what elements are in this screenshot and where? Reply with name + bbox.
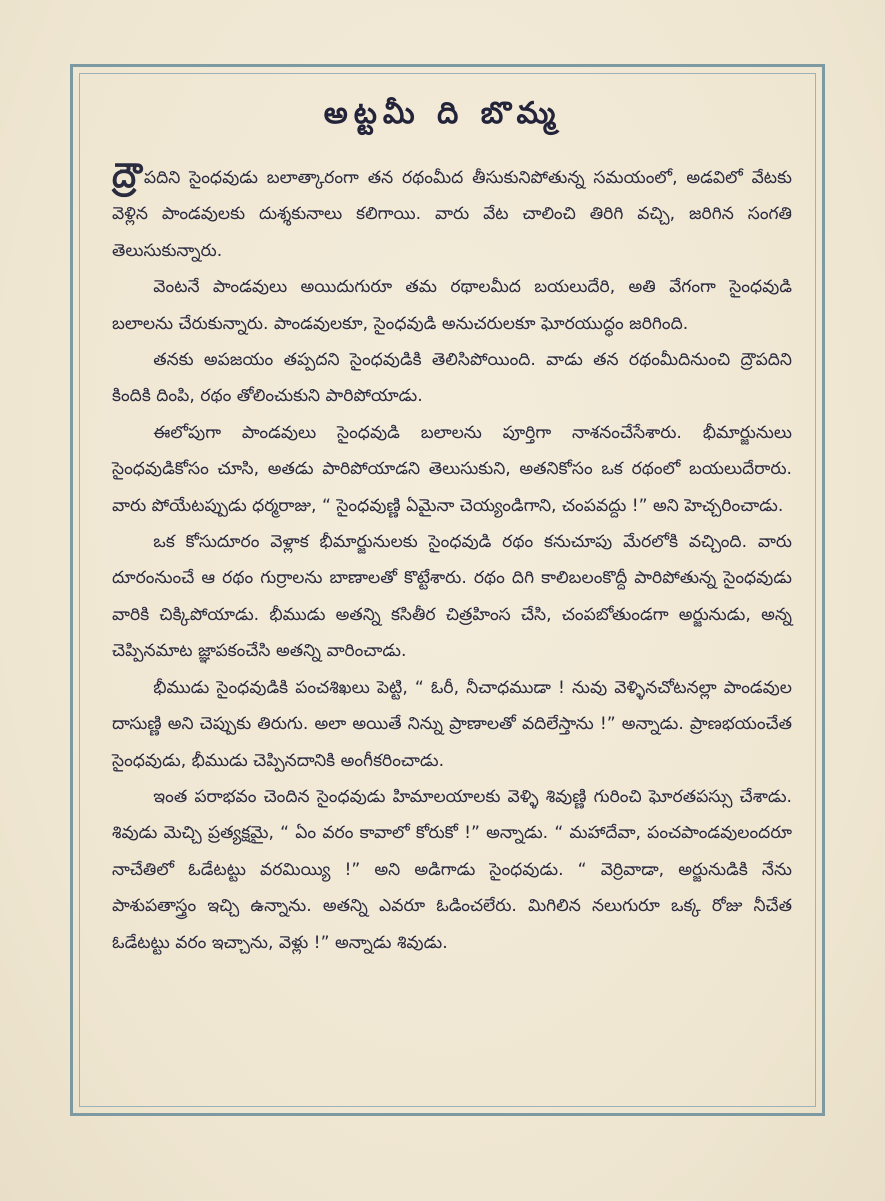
paragraph: ఈలోపుగా పాండవులు సైంధవుడి బలాలను పూర్తిగా నాశనంచేసేశారు. భీమార్జునులు సైంధవుడికోసం చూసి, అతడు పారిపోయాడని తెలుసుకుని, అతనికోసం ఒక రథంలో బయలుదేరారు. వారు పోయేటప్పుడు ధర్మరాజు, “ సైంధవుణ్ణి ఏమైనా చెయ్యండిగాని, చంపవద్దు !” అని హెచ్చరించాడు.	[112, 422, 792, 516]
drop-cap: ద్రౌ	[112, 156, 142, 196]
paragraph: వెంటనే పాండవులు అయిదుగురూ తమ రథాలమీద బయలుదేరి, అతి వేగంగా సైంధవుడి బలాలను చేరుకున్నారు. పాండవులకూ, సైంధవుడి అనుచరులకూ ఘోరయుద్ధం జరిగింది.	[112, 277, 792, 334]
page-title: అట్టమీ ది బొమ్మ	[323, 96, 562, 131]
paragraph: ఒక కోసుదూరం వెళ్లాక భీమార్జునులకు సైంధవుడి రథం కనుచూపు మేరలోకి వచ్చింది. వారు దూరంనుంచే ఆ రథం గుర్రాలను బాణాలతో కొట్టేశారు. రథం దిగి కాలిబలంకొద్దీ పారిపోతున్న సైంధవుడు వారికి చిక్కిపోయాడు. భీముడు అతన్ని కసితీర చిత్రహింస చేసి, చంపబోతుండగా అర్జునుడు, అన్న చెప్పినమాట జ్ఞాపకంచేసి అతన్ని వారించాడు.	[112, 532, 792, 662]
paragraph	[112, 156, 792, 269]
paragraph: భీముడు సైంధవుడికి పంచశిఖలు పెట్టి, “ ఓరీ, నీచాధముడా ! నువు వెళ్ళినచోటనల్లా పాండవుల దాసుణ్ణి అని చెప్పుకు తిరుగు. అలా అయితే నిన్ను ప్రాణాలతో వదిలేస్తాను !” అన్నాడు. ప్రాణభయంచేత సైంధవుడు, భీముడు చెప్పినదానికి అంగీకరించాడు.	[112, 677, 792, 771]
paragraph: తనకు అపజయం తప్పదని సైంధవుడికి తెలిసిపోయింది. వాడు తన రథంమీదినుంచి ద్రౌపదిని కిందికి దింపి, రథం తోలించుకుని పారిపోయాడు.	[112, 350, 792, 407]
paragraph-text: పదిని సైంధవుడు బలాత్కారంగా తన రథంమీద తీసుకునిపోతున్న సమయంలో, అడవిలో వేటకు వెళ్లిన పాండవులకు దుశ్శకునాలు కలిగాయి. వారు వేట చాలించి తిరిగి వచ్చి, జరిగిన సంగతి తెలుసుకున్నారు.	[112, 168, 792, 261]
paragraph: ఇంత పరాభవం చెందిన సైంధవుడు హిమాలయాలకు వెళ్ళి శివుణ్ణి గురించి ఘోరతపస్సు చేశాడు. శివుడు మెచ్చి ప్రత్యక్షమై, “ ఏం వరం కావాలో కోరుకో !” అన్నాడు. “ మహాదేవా, పంచపాండవులందరూ నాచేతిలో ఓడేటట్టు వరమియ్యి !” అని అడిగాడు సైంధవుడు. “ వెర్రివాడా, అర్జునుడికి నేను పాశుపతాస్త్రం ఇచ్చి ఉన్నాను. అతన్ని ఎవరూ ఓడించలేరు. మిగిలిన నలుగురూ ఒక్క రోజు నీచేత ఓడేటట్టు వరం ఇచ్చాను, వెళ్లు !” అన్నాడు శివుడు.	[112, 786, 792, 953]
story-text	[112, 156, 792, 961]
